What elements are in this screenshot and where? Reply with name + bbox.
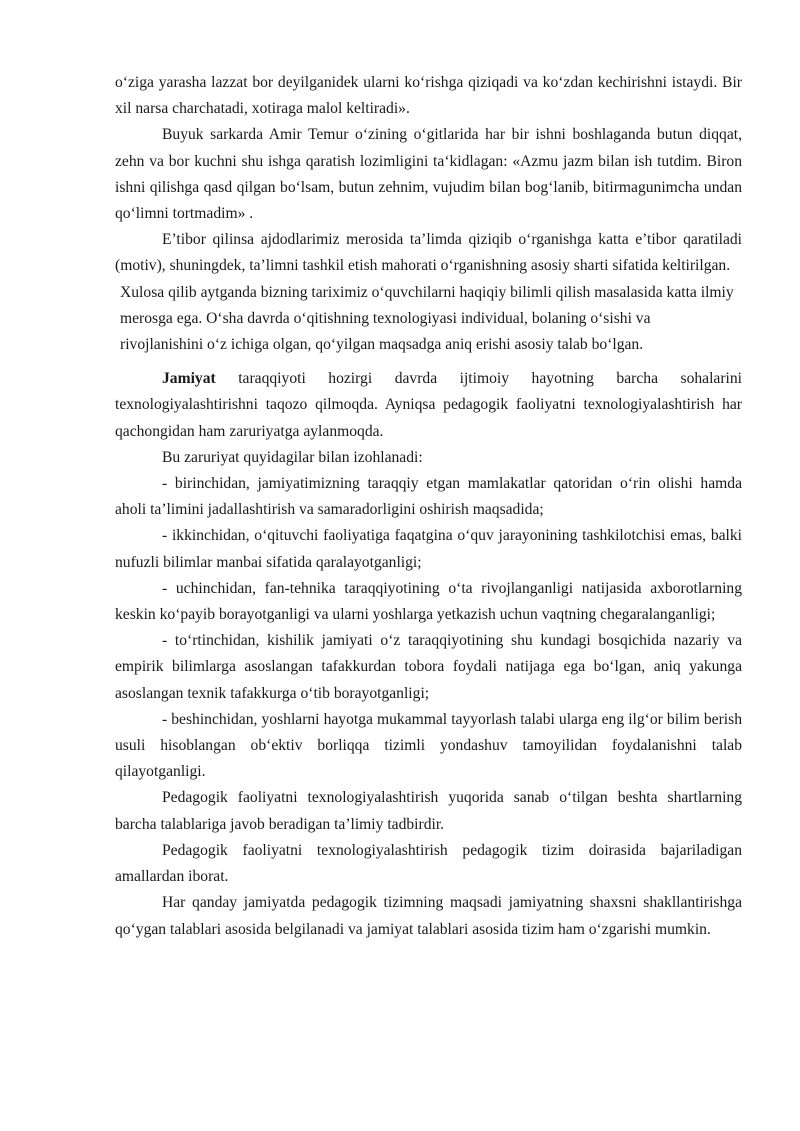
list-item-tortinchidan: - to‘rtinchidan, kishilik jamiyati o‘z taraqqiyotining shu kundagi bosqichida nazariy va empirik bilimlarga asoslangan tafakkurdan tobora foydali natijaga ega bo‘lgan, aniq yakunga asoslangan texnik tafakkurga o‘tib borayotganligi; xyxy=(115,632,742,702)
list-item-beshinchidan: - beshinchidan, yoshlarni hayotga mukammal tayyorlash talabi ularga eng ilg‘or bilim berish usuli hisoblangan ob‘ektiv borliqqa tizimli yondashuv tamoyilidan foydalanishni talab qilayotganligi. xyxy=(115,710,742,781)
paragraph-jamiyat-text: taraqqiyoti hozirgi davrda ijtimoiy hayotning barcha sohalarini texnologiyalashtirishni taqozo qilmoqda. Ayniqsa pedagogik faoliyatni texnologiyalashtirish har qachongidan ham zaruriyatga aylanmoqda. xyxy=(115,370,742,440)
paragraph-continuation: o‘ziga yarasha lazzat bor deyilganidek ularni ko‘rishga qiziqadi va ko‘zdan kechirishni istaydi. Bir xil narsa charchatadi, xotiraga malol keltiradi». xyxy=(115,74,742,118)
paragraph-ajdodlar-merosi: E’tibor qilinsa ajdodlarimiz merosida ta’limda qiziqib o‘rganishga katta e’tibor qaratiladi (motiv), shuningdek, ta’limni tashkil etish mahorati o‘rganishning asosiy sharti sifatida keltirilgan. xyxy=(115,231,742,275)
paragraph-zaruriyat-intro: Bu zaruriyat quyidagilar bilan izohlanadi: xyxy=(162,448,423,466)
paragraph-texnologiyalashtirish-amallar: Pedagogik faoliyatni texnologiyalashtirish pedagogik tizim doirasida bajariladigan amallardan iborat. xyxy=(115,841,742,886)
list-item-uchinchidan: - uchinchidan, fan-tehnika taraqqiyotining o‘ta rivojlanganligi natijasida axborotlarning keskin ko‘payib borayotganligi va ularni yoshlarga yetkazish uchun vaqtning chegaralanganligi; xyxy=(115,579,742,624)
paragraph-xulosa: Xulosa qilib aytganda bizning tariximiz o‘quvchilarni haqiqiy bilimli qilish masalasida katta ilmiy merosga ega. O‘sha davrda o‘qitishning texnologiyasi individual, bolaning o‘sishi va rivojlanishini o‘z ichiga olgan, qo‘yilgan maqsadga aniq erishi asosiy talab bo‘lgan. xyxy=(120,283,734,354)
list-item-birinchidan: - birinchidan, jamiyatimizning taraqqiy etgan mamlakatlar qatoridan o‘rin olishi hamda aholi ta’limini jadallashtirish va samaradorligini oshirish maqsadida; xyxy=(115,475,742,519)
paragraph-jamiyat xyxy=(115,366,742,445)
bold-term-jamiyat: Jamiyat xyxy=(162,370,216,388)
paragraph-texnologiyalashtirish-tadbir: Pedagogik faoliyatni texnologiyalashtirish yuqorida sanab o‘tilgan beshta shartlarning barcha talablariga javob beradigan ta’limiy tadbirdir. xyxy=(115,789,742,833)
list-item-ikkinchidan: - ikkinchidan, o‘qituvchi faoliyatiga faqatgina o‘quv jarayonining tashkilotchisi emas, balki nufuzli bilimlar manbai sifatida qaralayotganligi; xyxy=(115,527,742,571)
document-page xyxy=(115,70,742,943)
paragraph-amir-temur: Buyuk sarkarda Amir Temur o‘zining o‘gitlarida har bir ishni boshlaganda butun diqqat, zehn va bor kuchni shu ishga qaratish lozimligini ta‘kidlagan: «Azmu jazm bilan ish tutdim. Biron ishni qilishga qasd qilgan bo‘lsam, butun zehnim, vujudim bilan bog‘lanib, bitirmagunimcha undan qo‘limni tortmadim» . xyxy=(115,126,742,223)
paragraph-pedagogik-tizim-maqsadi: Har qanday jamiyatda pedagogik tizimning maqsadi jamiyatning shaxsni shakllantirishga qo‘ygan talablari asosida belgilanadi va jamiyat talablari asosida tizim ham o‘zgarishi mumkin. xyxy=(115,894,742,938)
